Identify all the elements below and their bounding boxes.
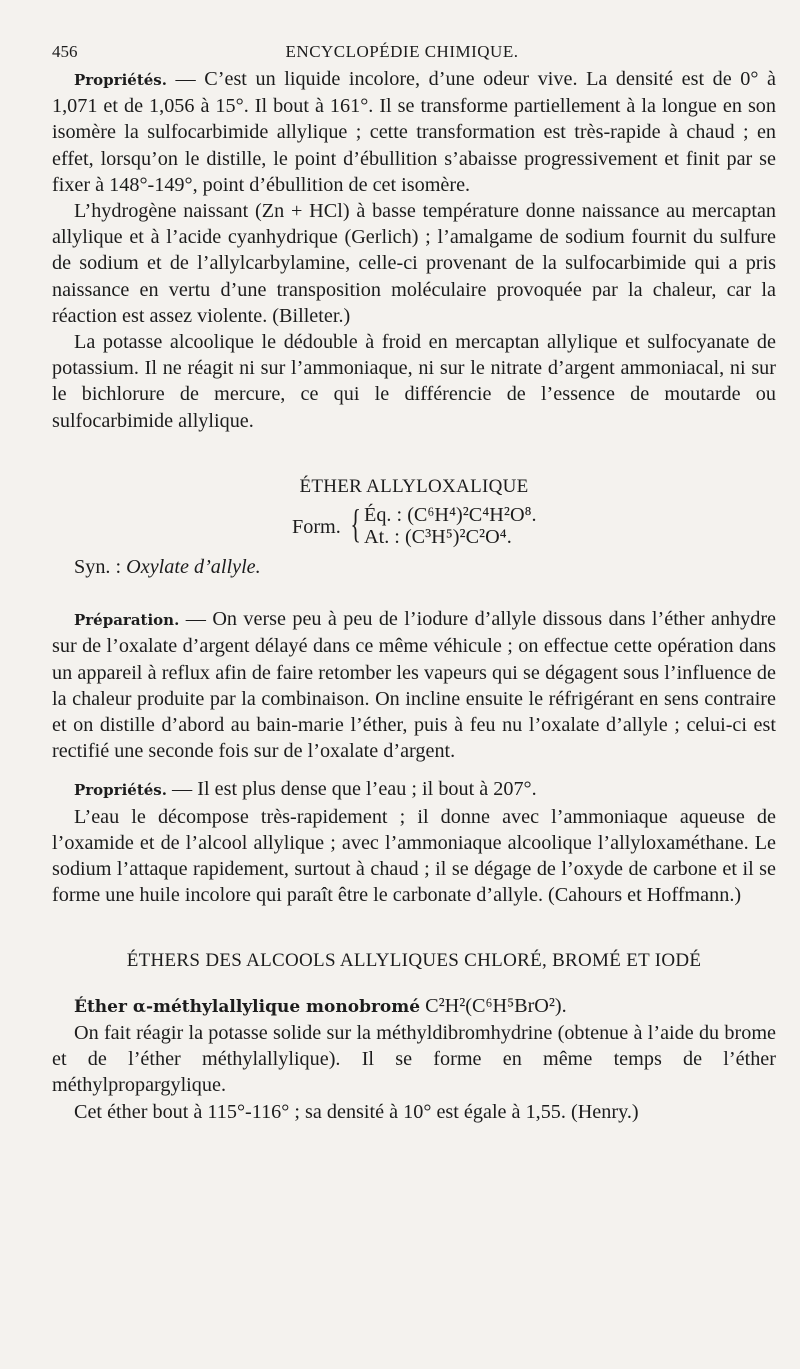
page-number: 456 [52, 42, 78, 61]
paragraph-lead: Préparation. [74, 611, 180, 630]
formula-atomic [364, 524, 512, 550]
paragraph-properties-1 [52, 66, 776, 198]
section-title-ethers-halogenes: ÉTHERS DES ALCOOLS ALLYLIQUES CHLORÉ, BROMÉ ET IODÉ [126, 950, 702, 972]
paragraph-lead: Propriétés. [74, 781, 167, 800]
formula-block [52, 502, 776, 550]
paragraph-hydrogen: L’hydrogène naissant (Zn + HCl) à basse température donne naissance au mercaptan allylique et à l’acide cyanhydrique (Gerlich) ; l’amalgame de sodium fournit du sulfure de sodium et de l’allylcarbylamine, celle-ci provenant de la sulfocarbimide qui a pris naissance en vertu d’une transposition moléculaire provoquée par la chaleur, car la réaction est assez violente. (Billeter.) [52, 200, 776, 327]
paragraph-ether-bromo-heading [52, 993, 776, 1020]
section-title-allyloxalique: ÉTHER ALLYLOXALIQUE [299, 475, 529, 497]
compound-formula: C²H²(C⁶H⁵BrO²). [420, 994, 567, 1017]
synonym-value: Oxylate d’allyle. [126, 556, 261, 579]
running-head: ENCYCLOPÉDIE CHIMIQUE. [285, 42, 519, 61]
formula-label: Form. [292, 516, 341, 539]
compound-name: Éther α-méthylallylique monobromé [74, 996, 421, 1017]
paragraph-potash: La potasse alcoolique le dédouble à froid en mercaptan allylique et sulfocyanate de potassium. Il ne réagit ni sur l’ammoniaque, ni sur le nitrate d’argent ammoniacal, ni sur le bichlorure de mercure, ce qui le différencie de l’essence de moutarde ou sulfocarbimide allylique. [52, 331, 776, 432]
formula-at-label: At. : [364, 526, 405, 549]
paragraph-water: L’eau le décompose très-rapidement ; il donne avec l’ammoniaque aqueuse de l’oxamide et de l’alcool allylique ; avec l’ammoniaque alcoolique l’allyloxaméthane. Le sodium l’attaque rapidement, surtout à chaud ; il se dégage de l’oxyde de carbone et il se forme une huile incolore qui paraît être le carbonate d’allyle. (Cahours et Hoffmann.) [52, 805, 776, 907]
synonym-label: Syn. : [74, 556, 127, 579]
formula-eq-value: (C⁶H⁴)²C⁴H²O⁸. [407, 504, 537, 527]
formula-at-value: (C³H⁵)²C²O⁴. [404, 526, 512, 549]
paragraph-preparation [52, 606, 776, 764]
body-text [52, 66, 776, 1125]
paragraph-lead: Propriétés. [74, 71, 167, 89]
brace-symbol: { [350, 501, 361, 547]
synonym-line [52, 554, 776, 580]
paragraph-properties-2 [52, 776, 776, 803]
formula-eq-label: Éq. : [364, 504, 408, 527]
paragraph-boiling-bromo: Cet éther bout à 115°-116° ; sa densité à 10° est égale à 1,55. (Henry.) [74, 1100, 639, 1123]
paragraph-text: — Il est plus dense que l’eau ; il bout à 207°. [166, 778, 537, 801]
paragraph-text: — C’est un liquide incolore, d’une odeur vive. La densité est de 0° à 1,071 et de 1,056 à 15°. Il bout à 161°. Il se transforme partiellement à la longue en son isomère la sulfocarbimide allylique ; cette transformation est très-rapide à chaud ; en effet, lorsqu’on le distille, le point d’ébullition s’abaisse progressivement et finit par se fixer à 148°-149°, point d’ébullition de cet isomère. [52, 68, 776, 196]
paragraph-preparation-bromo: On fait réagir la potasse solide sur la méthyldibromhydrine (obtenue à l’aide du brome et de l’éther méthylallylique). Il se forme en même temps de l’éther méthylpropargylique. [52, 1021, 776, 1097]
page-header [52, 42, 752, 64]
paragraph-text: — On verse peu à peu de l’iodure d’allyle dissous dans l’éther anhydre sur de l’oxalate d’argent délayé dans ce même véhicule ; on effectue cette opération dans un appareil à reflux afin de faire retomber les vapeurs qui se dégagent sous l’influence de la chaleur produite par la combinaison. On incline ensuite le réfrigérant en sens contraire et on distille d’abord au bain-marie l’éther, puis à feu nu l’oxalate d’allyle ; celui-ci est rectifié une seconde fois sur de l’oxalate d’argent. [52, 608, 776, 763]
